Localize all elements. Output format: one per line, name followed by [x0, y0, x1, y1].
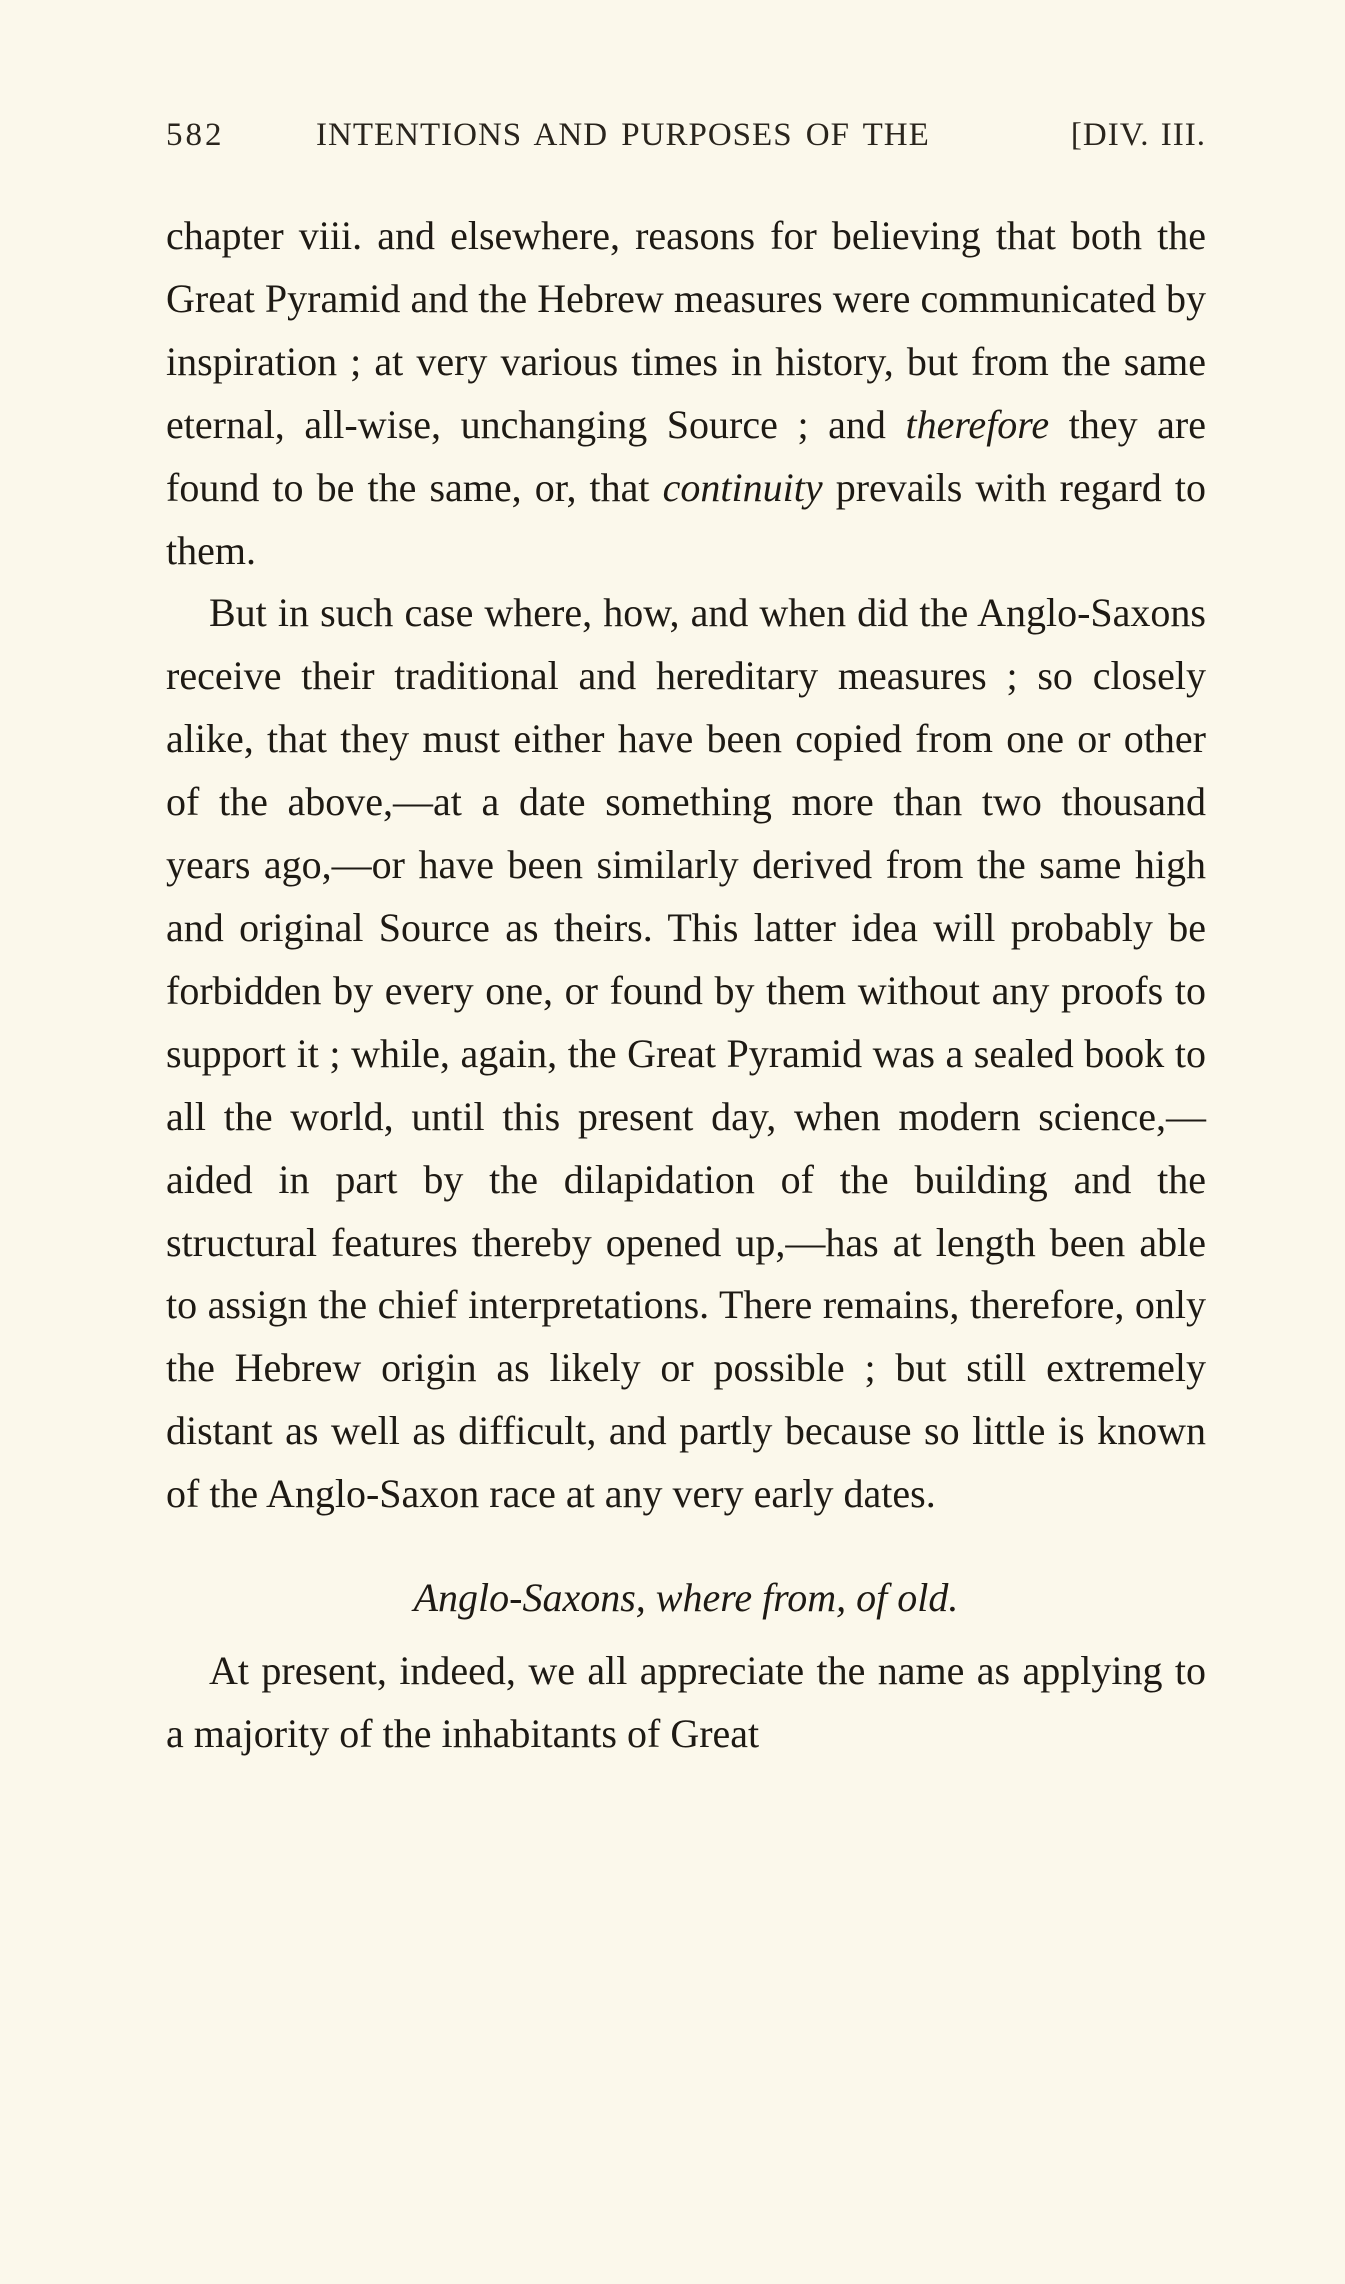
running-head-title: INTENTIONS AND PURPOSES OF THE [316, 117, 930, 153]
paragraph-1 [166, 205, 1206, 582]
section-heading: Anglo-Saxons, where from, of old. [413, 1575, 959, 1621]
emphasis-continuity: continuity [662, 464, 823, 510]
division-label: [DIV. III. [1070, 117, 1206, 153]
body-text [166, 205, 1206, 1766]
emphasis-therefore: therefore [905, 401, 1050, 447]
paragraph-3: At present, indeed, we all appreciate the name as applying to a majority of the inhabitants of Great [166, 1647, 1206, 1756]
paragraph-2: But in such case where, how, and when did the Anglo-Saxons receive their traditional and hereditary measures ; so closely alike, that they must either have been copied from one or other of the above,—at a date something more than two thousand years ago,—or have been similarly derived from the same high and original Source as theirs. This latter idea will probably be forbidden by every one, or found by them without any proofs to support it ; while, again, the Great Pyramid was a sealed book to all the world, until this present day, when modern science,—aided in part by the dilapidation of the building and the structural features thereby opened up,—has at length been able to assign the chief interpretations. There remains, therefore, only the Hebrew origin as likely or possible ; but still extremely distant as well as difficult, and partly because so little is known of the Anglo-Saxon race at any very early dates. [166, 590, 1206, 1517]
paragraph-1-text-b: they are found to be the same, or, that [166, 401, 1206, 510]
running-head [166, 117, 1206, 167]
paragraph-1-text-a: chapter viii. and elsewhere, reasons for believing that both the Great Pyramid and the Hebrew measures were communicated by inspiration ; at very various times in history, but from the same eternal, all-wise, unchanging Source ; and [166, 213, 1206, 447]
page-number: 582 [166, 117, 225, 153]
paragraph-1-text-c: prevails with regard to them. [166, 464, 1206, 573]
